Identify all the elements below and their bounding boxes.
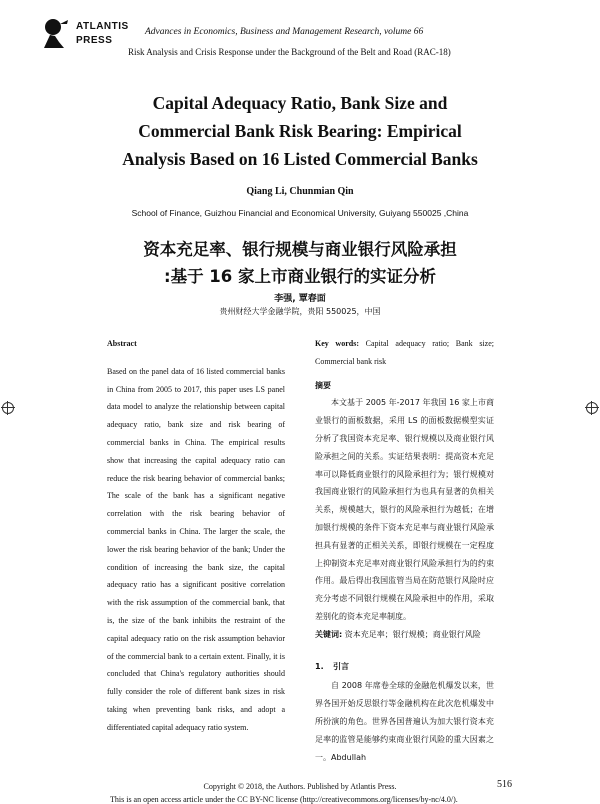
section-title: 引言	[333, 661, 349, 671]
chinese-authors: 李强, 覃春面	[274, 294, 326, 304]
section-number: 1.	[315, 661, 324, 671]
cn-title-line: 资本充足率、银行规模与商业银行风险承担	[143, 240, 457, 259]
left-column	[107, 335, 285, 737]
cn-abstract-heading: 摘要	[315, 380, 331, 390]
affiliation: School of Finance, Guizhou Financial and Economical University, Guiyang 550025 ,China	[131, 208, 469, 218]
title-line: Capital Adequacy Ratio, Bank Size and	[152, 93, 448, 113]
atlas-figure-icon	[40, 18, 72, 50]
authors: Qiang Li, Chunmian Qin	[246, 186, 354, 197]
page-number: 516	[497, 779, 512, 790]
registration-mark-left	[2, 402, 14, 414]
title-line: Analysis Based on 16 Listed Commercial Banks	[122, 149, 478, 169]
cn-abstract-text: 本文基于 2005 年-2017 年我国 16 家上市商业银行的面板数据，采用 LS 的面板数据模型实证分析了我国资本充足率、银行规模以及商业银行风险承担之间的关系。实证结果表明：提高资本充足率可以降低商业银行的风险承担行为；银行规模对我国商业银行的风险承担行为也具有显著的负相关关系，规模越大，银行的风险承担行为越低；在增加银行规模的条件下资本充足率与商业银行风险承担具有显著的正相关关系，即银行规模在一定程度上抑制资本充足率对商业银行风险承担行为的约束作用。最后得出我国监管当局在防范银行风险时应充分考虑不同银行规模在风险承担中的作用，采取差别化的资本充足率制度。	[315, 398, 494, 621]
cn-title-line: :基于 16 家上市商业银行的实证分析	[163, 267, 437, 286]
cn-keywords-label: 关键词:	[315, 629, 343, 639]
title-line: Commercial Bank Risk Bearing: Empirical	[138, 121, 462, 141]
section-heading-intro	[315, 658, 494, 676]
proceeding-name: Risk Analysis and Crisis Response under the Background of the Belt and Road (RAC-18)	[128, 47, 451, 57]
keywords	[315, 335, 494, 371]
abstract-heading: Abstract	[107, 339, 137, 348]
right-column	[315, 335, 494, 766]
atlantis-press-logo	[40, 18, 140, 50]
license-notice: This is an open access article under the CC BY-NC license (http://creativecommons.org/licenses/by-nc/4.0/).	[110, 795, 458, 804]
copyright-notice: Copyright © 2018, the Authors. Published by Atlantis Press.	[203, 782, 397, 791]
paper-title	[40, 89, 560, 173]
intro-text: 自 2008 年席卷全球的金融危机爆发以来，世界各国开始反思银行等金融机构在此次危机爆发中所扮演的角色。世界各国普遍认为加大银行资本充足率的监管是能够约束商业银行风险的重大因素之一。Abdullah	[315, 681, 494, 762]
keywords-text: Capital adequacy ratio; Bank size; Commercial bank risk	[315, 339, 494, 366]
logo-text-press: PRESS	[76, 35, 113, 46]
chinese-affiliation: 贵州财经大学金融学院，贵阳 550025，中国	[219, 307, 381, 316]
logo-text-atlantis: ATLANTIS	[76, 21, 129, 32]
keywords-label: Key words:	[315, 339, 359, 348]
abstract-text: Based on the panel data of 16 listed commercial banks in China from 2005 to 2017, this paper uses LS panel data model to analyze the relationship between capital adequacy ratio, bank size and risk bearing of commercial banks in China. The empirical results show that increasing the capital adequacy ratio can reduce the risk bearing behavior of commercial banks; The scale of the bank has a significant negative correlation with the risk bearing behavior of commercial banks in China. The larger the scale, the lower the risk bearing behavior of the bank; Under the condition of increasing the bank size, the capital adequacy ratio has a significant positive correlation with the risk assumption of the commercial bank, that is, the size of the bank inhibits the restraint of the capital adequacy ratio on the risk assumption behavior of the commercial bank to a certain extent. Finally, it is concluded that China's regulatory authorities should fully consider the role of different bank sizes in risk taking when preventing bank risks, and adopt a differentiated capital adequacy ratio system.	[107, 366, 285, 732]
chinese-title	[40, 236, 560, 290]
registration-mark-right	[586, 402, 598, 414]
journal-name: Advances in Economics, Business and Management Research, volume 66	[145, 27, 424, 37]
cn-keywords	[315, 626, 494, 644]
cn-keywords-text: 资本充足率；银行规模；商业银行风险	[342, 629, 481, 639]
